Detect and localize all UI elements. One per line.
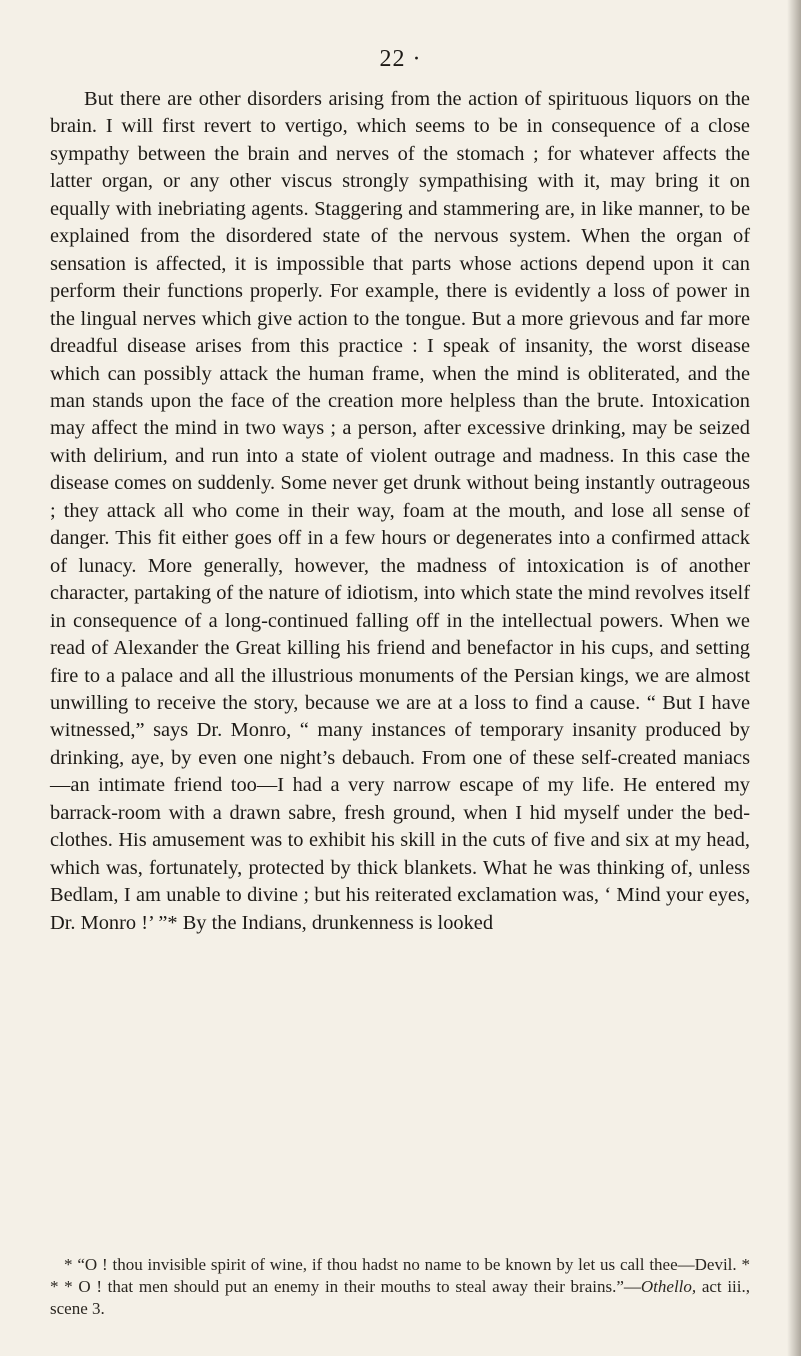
footnote-text: * “O ! thou invisible spirit of wine, if thou hadst no name to be known by let us call thee—Devil. * * * O ! that men should put an enemy in their mouths to steal away their brains.”— (50, 1255, 750, 1296)
footnote-source: Othello, (640, 1277, 697, 1296)
page-number: 22 · (379, 46, 422, 72)
page-edge-shadow (787, 0, 801, 1356)
footnote (50, 1254, 750, 1320)
body-paragraph: But there are other disorders arising from the action of spirituous liquors on the brain. I will first revert to vertigo, which seems to be in consequence of a close sympathy between the brain and nerves of the stomach ; for whatever affects the latter organ, or any other viscus strongly sympathising with it, may bring it on equally with inebriating agents. Staggering and stammering are, in like manner, to be explained from the disordered state of the nervous system. When the organ of sensation is affected, it is impossible that parts whose actions depend upon it can perform their functions properly. For example, there is evidently a loss of power in the lingual nerves which give action to the tongue. But a more grievous and far more dreadful disease arises from this practice : I speak of insanity, the worst disease which can possibly attack the human frame, when the mind is obliterated, and the man stands upon the face of the creation more helpless than the brute. Intoxication may affect the mind in two ways ; a person, after excessive drinking, may be seized with delirium, and run into a state of violent outrage and madness. In this case the disease comes on suddenly. Some never get drunk without being instantly outrageous ; they attack all who come in their way, foam at the mouth, and lose all sense of danger. This fit either goes off in a few hours or degenerates into a confirmed attack of lunacy. More generally, however, the madness of intoxication is of another character, partaking of the nature of idiotism, into which state the mind revolves itself in consequence of a long-continued falling off in the intellectual powers. When we read of Alexander the Great killing his friend and benefactor in his cups, and setting fire to a palace and all the illustrious monuments of the Persian kings, we are almost unwilling to receive the story, because we are at a loss to find a cause. “ But I have witnessed,” says Dr. Monro, “ many instances of temporary insanity produced by drinking, aye, by even one night’s debauch. From one of these self-created maniacs—an intimate friend too—I had a very narrow escape of my life. He entered my barrack-room with a drawn sabre, fresh ground, when I hid myself under the bed-clothes. His amusement was to exhibit his skill in the cuts of five and six at my head, which was, fortunately, protected by thick blankets. What he was thinking of, unless Bedlam, I am unable to divine ; but his reiterated exclamation was, ‘ Mind your eyes, Dr. Monro !’ ”* By the Indians, drunkenness is looked (50, 88, 750, 934)
footnote-citation: act iii., scene 3. (50, 1277, 751, 1318)
